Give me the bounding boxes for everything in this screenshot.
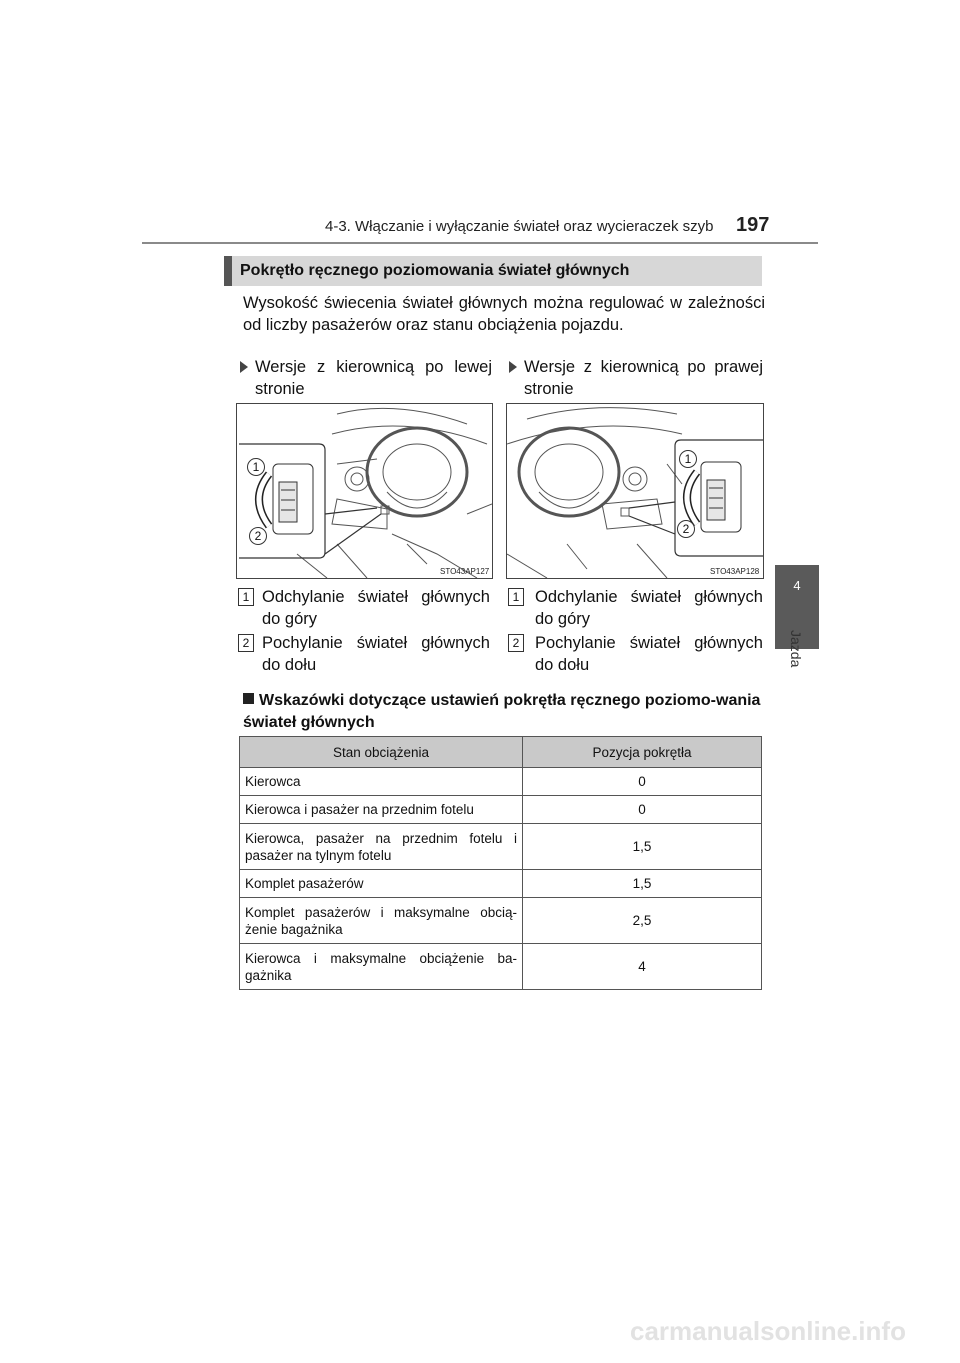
column-heading-left: Wersje z kierownicą po lewej stronie — [240, 356, 492, 400]
item-number-2: 2 — [508, 634, 524, 652]
header-divider — [142, 242, 818, 244]
item-number-1: 1 — [238, 588, 254, 606]
load-condition-cell: Kierowca i pasażer na przednim fotelu — [240, 796, 523, 824]
item-text: Odchylanie świateł głównych do góry — [262, 588, 490, 628]
illustration-left-hand-drive — [236, 403, 493, 579]
chapter-label: Jazda — [788, 630, 804, 668]
load-condition-cell: Kierowca, pasażer na przednim fotelu i pasażer na tylnym fotelu — [240, 824, 523, 870]
table-header-row — [240, 737, 762, 768]
watermark-logo — [0, 1310, 960, 1358]
chapter-number: 4 — [793, 578, 801, 593]
table-row — [240, 796, 762, 824]
load-condition-cell: Kierowca i maksymalne obciążenie ba-gażnika — [240, 944, 523, 990]
callout-1: 1 — [247, 458, 265, 476]
figure-code: STO43AP127 — [440, 567, 490, 576]
column-heading-right: Wersje z kierownicą po prawej stronie — [509, 356, 763, 400]
callout-1: 1 — [679, 450, 697, 468]
load-condition-cell: Komplet pasażerów — [240, 870, 523, 898]
square-bullet-icon — [243, 693, 254, 704]
section-heading-bar — [224, 256, 232, 286]
figure-code: STO43AP128 — [710, 567, 760, 576]
page-number: 197 — [736, 214, 770, 236]
dial-position-cell: 1,5 — [523, 870, 762, 898]
item-text: Pochylanie świateł głównych do dołu — [535, 634, 763, 674]
item-number-1: 1 — [508, 588, 524, 606]
dial-position-cell: 2,5 — [523, 898, 762, 944]
table-row — [240, 870, 762, 898]
arrow-right-icon — [240, 361, 248, 373]
arrow-right-icon — [509, 361, 517, 373]
running-header-title: 4-3. Włączanie i wyłączanie świateł oraz wycieraczek szyb — [325, 218, 714, 235]
intro-paragraph: Wysokość świecenia świateł głównych można regulować w zależności od liczby pasażerów oraz stanu obciążenia pojazdu. — [243, 294, 765, 334]
footer-strip — [0, 1310, 960, 1358]
subsection-heading: Wskazówki dotyczące ustawień pokrętła ręcznego poziomo-wania świateł głównych — [243, 692, 761, 731]
item-number-2: 2 — [238, 634, 254, 652]
dial-position-cell: 0 — [523, 768, 762, 796]
svg-text:carmanualsonline.info: carmanualsonline.info — [630, 1316, 906, 1346]
illustration-right-hand-drive — [506, 403, 764, 579]
dial-position-cell: 0 — [523, 796, 762, 824]
callout-2: 2 — [677, 520, 695, 538]
dashboard-drawing — [237, 404, 492, 578]
dashboard-drawing — [507, 404, 763, 578]
table-row — [240, 824, 762, 870]
load-condition-cell: Komplet pasażerów i maksymalne obcią-żenie bagażnika — [240, 898, 523, 944]
column-header: Pozycja pokrętła — [523, 737, 762, 768]
dial-position-cell: 4 — [523, 944, 762, 990]
load-settings-table — [239, 736, 762, 990]
table-row — [240, 898, 762, 944]
dial-position-cell: 1,5 — [523, 824, 762, 870]
item-text: Pochylanie świateł głównych do dołu — [262, 634, 490, 674]
load-condition-cell: Kierowca — [240, 768, 523, 796]
section-title: Pokrętło ręcznego poziomowania świateł głównych — [240, 262, 630, 279]
table-row — [240, 944, 762, 990]
table-row — [240, 768, 762, 796]
callout-2: 2 — [249, 527, 267, 545]
item-text: Odchylanie świateł głównych do góry — [535, 588, 763, 628]
column-header: Stan obciążenia — [240, 737, 523, 768]
